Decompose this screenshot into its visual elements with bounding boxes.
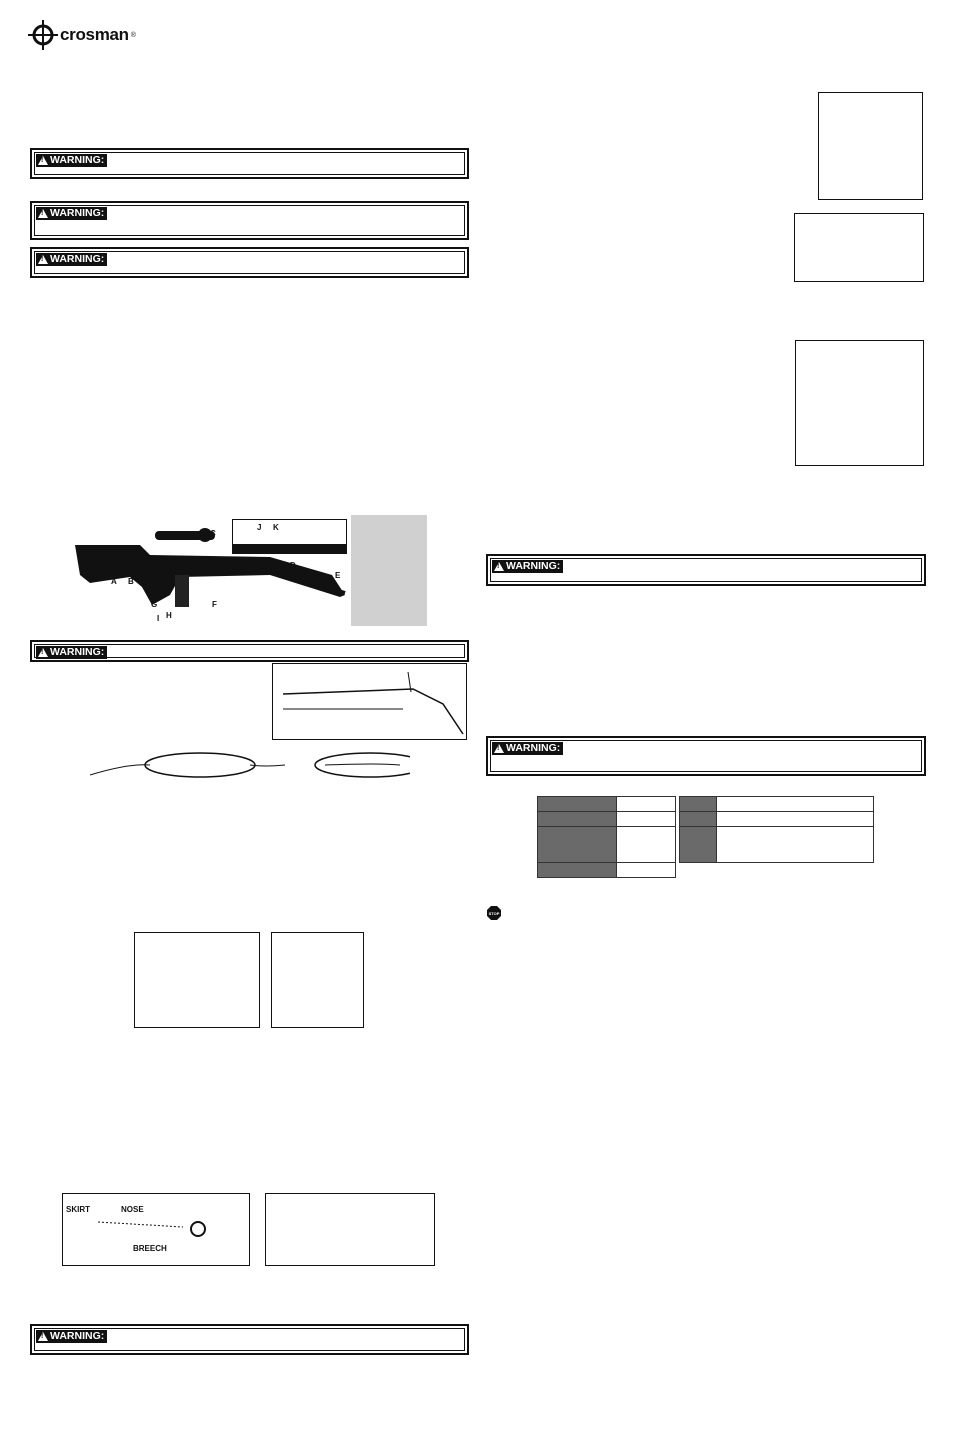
trigger-adjust-figure (794, 213, 924, 282)
warning-label: WARNING: (50, 253, 105, 265)
stop-sign-icon (487, 906, 501, 920)
side-panel (351, 515, 427, 626)
crosshair-logo-icon (28, 20, 58, 50)
callout-b: B (128, 577, 134, 586)
callout-i: I (157, 614, 160, 623)
warning-label: WARNING: (506, 560, 561, 572)
callout-f: F (212, 600, 217, 609)
breech-label: BREECH (133, 1244, 167, 1253)
warning-box (486, 554, 926, 586)
warning-box (30, 148, 469, 179)
callout-g: G (151, 600, 158, 609)
warning-box (30, 247, 469, 278)
warning-label: WARNING: (50, 646, 105, 658)
warning-triangle-icon (38, 255, 48, 264)
callout-h: H (166, 611, 172, 620)
breech-drawing (63, 1194, 248, 1264)
callout-a: A (111, 577, 117, 586)
callout-d: D (290, 561, 296, 570)
cocking-figure-2 (271, 932, 364, 1028)
stop-sign-text: STOP (488, 911, 500, 916)
skirt-label: SKIRT (66, 1205, 90, 1214)
registered-mark: ® (130, 31, 136, 39)
loading-figure (62, 1193, 250, 1266)
warning-triangle-icon (38, 1332, 48, 1341)
cocking-figure-1 (134, 932, 260, 1028)
callout-e: E (335, 571, 341, 580)
brand-name: crosman (60, 25, 129, 44)
warning-triangle-icon (38, 648, 48, 657)
sight-inset-bar (233, 544, 346, 553)
warning-triangle-icon (494, 562, 504, 571)
warning-triangle-icon (38, 209, 48, 218)
barrel-break-figure (265, 1193, 435, 1266)
warning-triangle-icon (494, 744, 504, 753)
warning-box (30, 201, 469, 240)
rear-sight-figure (818, 92, 923, 200)
warning-box (30, 1324, 469, 1355)
callout-c: C (210, 529, 216, 538)
nose-label: NOSE (121, 1205, 144, 1214)
receiver-figure (795, 340, 924, 466)
stock-outline-drawing (273, 664, 465, 738)
warning-box (30, 640, 469, 662)
safety-figure (272, 663, 467, 740)
trigger-guard-drawing (90, 745, 410, 800)
warning-label: WARNING: (506, 742, 561, 754)
callout-j: J (257, 523, 262, 532)
callout-k: K (273, 523, 279, 532)
brand-logo (28, 20, 136, 50)
warning-box (486, 736, 926, 776)
warning-label: WARNING: (50, 1330, 105, 1342)
warning-triangle-icon (38, 156, 48, 165)
sight-inset-figure (232, 519, 347, 554)
warning-label: WARNING: (50, 154, 105, 166)
warning-label: WARNING: (50, 207, 105, 219)
spec-table-right (679, 796, 874, 863)
spec-table-left (537, 796, 676, 878)
